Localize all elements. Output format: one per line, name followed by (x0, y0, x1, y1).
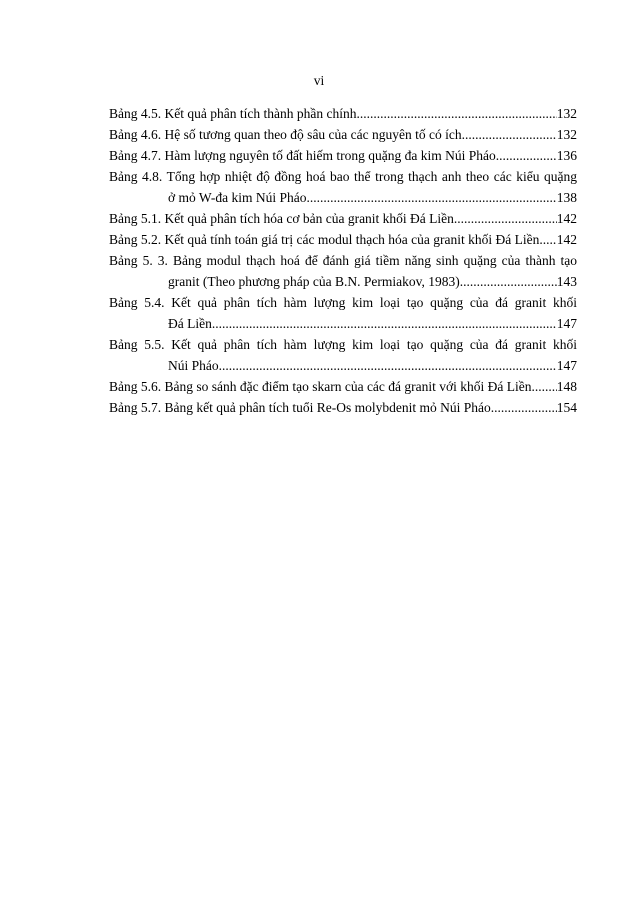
entry-label: Bảng 5.5. (109, 337, 165, 352)
entry-page: 132 (556, 127, 577, 142)
entry-label: Bảng 5.2. (109, 232, 162, 247)
toc-entry-5-7[interactable] (109, 397, 577, 418)
dot-leader (539, 229, 556, 250)
toc-entry-4-7[interactable] (109, 145, 577, 166)
entry-page: 136 (556, 148, 577, 163)
entry-label: Bảng 5.4. (109, 295, 165, 310)
table-of-tables (109, 103, 577, 418)
dot-leader (460, 271, 557, 292)
entry-label: Bảng 5.1. (109, 211, 162, 226)
entry-title: Kết quả phân tích hóa cơ bản của granit khối Đá Liền (164, 211, 454, 226)
toc-entry-5-3[interactable] (109, 250, 577, 292)
toc-entry-5-6[interactable] (109, 376, 577, 397)
dot-leader (212, 313, 557, 334)
entry-label: Bảng 4.8. (109, 169, 163, 184)
entry-title-line1: Bảng modul thạch hoá để đánh giá tiềm năng sinh quặng của thành tạo (172, 253, 577, 268)
entry-page: 142 (556, 232, 577, 247)
entry-label: Bảng 5. 3. (109, 253, 168, 268)
dot-leader (496, 145, 557, 166)
dot-leader (307, 187, 557, 208)
dot-leader (491, 397, 557, 418)
entry-page: 154 (556, 400, 577, 415)
entry-title: Hàm lượng nguyên tố đất hiếm trong quặng đa kim Núi Pháo (164, 148, 496, 163)
dot-leader (462, 124, 557, 145)
entry-title-line2: Đá Liền (168, 316, 212, 331)
entry-label: Bảng 4.6. (109, 127, 162, 142)
entry-title: Hệ số tương quan theo độ sâu của các nguyên tố có ích (164, 127, 462, 142)
dot-leader (532, 376, 557, 397)
entry-label: Bảng 4.5. (109, 106, 162, 121)
entry-page: 147 (556, 358, 577, 373)
entry-title-line1: Kết quả phân tích hàm lượng kim loại tạo quặng của đá granit khối (171, 295, 577, 310)
entry-title-line2: Núi Pháo (168, 358, 219, 373)
entry-page: 138 (556, 190, 577, 205)
entry-page: 132 (556, 106, 577, 121)
entry-title-line2: ở mỏ W-đa kim Núi Pháo (168, 190, 307, 205)
entry-page: 142 (556, 211, 577, 226)
entry-title-line2: granit (Theo phương pháp của B.N. Permiakov, 1983) (168, 274, 460, 289)
dot-leader (219, 355, 557, 376)
entry-page: 143 (556, 274, 577, 289)
toc-entry-4-5[interactable] (109, 103, 577, 124)
toc-entry-5-2[interactable] (109, 229, 577, 250)
toc-entry-5-4[interactable] (109, 292, 577, 334)
entry-title: Kết quả phân tích thành phần chính (164, 106, 357, 121)
page-number: vi (313, 73, 325, 88)
toc-entry-4-6[interactable] (109, 124, 577, 145)
entry-page: 147 (556, 316, 577, 331)
entry-label: Bảng 4.7. (109, 148, 162, 163)
toc-entry-5-1[interactable] (109, 208, 577, 229)
entry-label: Bảng 5.6. (109, 379, 162, 394)
entry-title: Bảng kết quả phân tích tuổi Re-Os molybdenit mỏ Núi Pháo (164, 400, 491, 415)
dot-leader (454, 208, 557, 229)
entry-title-line1: Kết quả phân tích hàm lượng kim loại tạo quặng của đá granit khối (171, 337, 577, 352)
entry-title: Bảng so sánh đặc điểm tạo skarn của các đá granit với khối Đá Liền (164, 379, 532, 394)
entry-label: Bảng 5.7. (109, 400, 162, 415)
toc-entry-5-5[interactable] (109, 334, 577, 376)
dot-leader (356, 103, 556, 124)
entry-page: 148 (556, 379, 577, 394)
entry-title-line1: Tổng hợp nhiệt độ đồng hoá bao thể trong thạch anh theo các kiểu quặng (166, 169, 577, 184)
toc-entry-4-8[interactable] (109, 166, 577, 208)
entry-title: Kết quả tính toán giá trị các modul thạch hóa của granit khối Đá Liền (164, 232, 540, 247)
